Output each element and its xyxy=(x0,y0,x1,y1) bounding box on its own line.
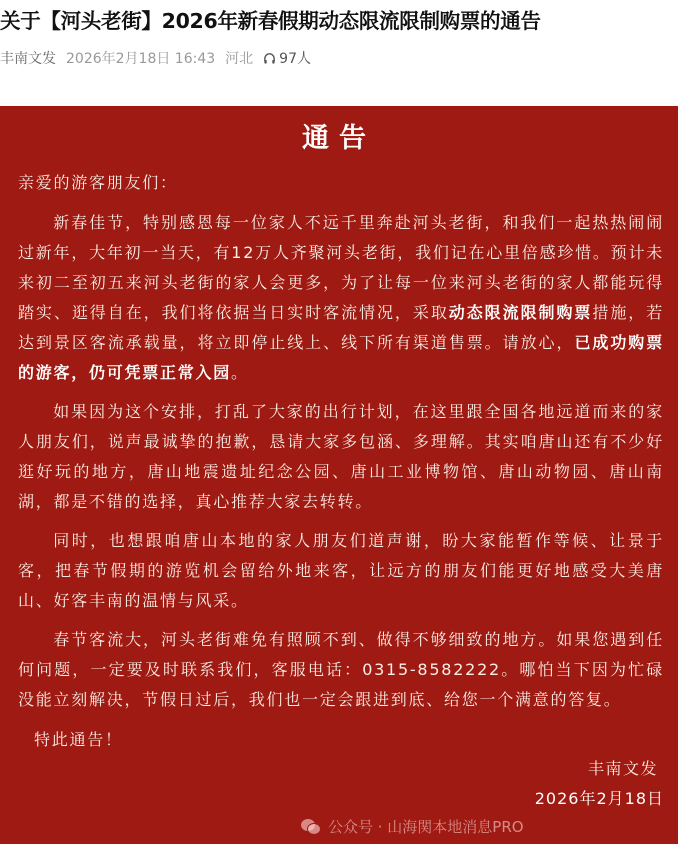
text: 新春佳节，特别感恩每一位家人不远千里奔赴河头老街，和我们一起热热闹闹过新年，大年初一当天，有12万人齐聚河头老街，我们记在心里倍感珍惜。预计未来初二至初五来河头老街的家人会更多，为了让每一位来河头老街的家人都能玩得踏实、逛得自在，我们将依据当日实时客流情况，采取 xyxy=(18,213,664,322)
paragraph-3: 同时，也想跟咱唐山本地的家人朋友们道声谢，盼大家能暂作等候、让景于客，把春节假期的游览机会留给外地来客，让远方的朋友们能更好地感受大美唐山、好客丰南的温情与风采。 xyxy=(18,531,664,610)
article-meta xyxy=(0,48,311,68)
watermark-text: 公众号 · 山海関本地消息PRO xyxy=(328,818,524,836)
location: 河北 xyxy=(225,51,254,67)
notice-body xyxy=(18,168,664,764)
wechat-icon xyxy=(300,817,322,837)
notice-heading: 通告 xyxy=(302,123,376,154)
headphones-icon xyxy=(263,52,276,65)
watermark xyxy=(300,816,524,837)
paragraph-2: 如果因为这个安排，打乱了大家的出行计划，在这里跟全国各地远道而来的家人朋友们，说声最诚挚的抱歉，恳请大家多包涵、多理解。其实咱唐山还有不少好逛好玩的地方，唐山地震遗址纪念公园、唐山工业博物馆、唐山动物园、唐山南湖，都是不错的选择，真心推荐大家去转转。 xyxy=(18,402,664,511)
closing: 特此通告！ xyxy=(34,730,123,749)
notice-image xyxy=(0,106,678,844)
publish-time: 2026年2月18日 16:43 xyxy=(66,51,216,67)
paragraph-4: 春节客流大，河头老街难免有照顾不到、做得不够细致的地方。如果您遇到任何问题，一定要及时联系我们，客服电话：0315-8582222。哪怕当下因为忙碌没能立刻解决，节假日过后，我们也一定会跟进到底、给您一个满意的答复。 xyxy=(18,630,664,709)
listen-button[interactable] xyxy=(263,48,311,68)
text: 。 xyxy=(231,363,249,382)
bold-text: 动态限流限制购票 xyxy=(448,303,593,322)
bold-text: 已成功购票的游客，仍可凭票正常入园 xyxy=(18,333,664,382)
text: 措施，若达到景区客流承载量，将立即停止线上、线下所有渠道售票。请放心， xyxy=(18,303,664,352)
notice-date: 2026年2月18日 xyxy=(534,789,664,808)
paragraph-1 xyxy=(18,208,664,388)
article-title: 关于【河头老街】2026年新春假期动态限流限制购票的通告 xyxy=(0,9,541,33)
author-link[interactable]: 丰南文发 xyxy=(0,51,56,67)
signature: 丰南文发 xyxy=(587,759,658,778)
greeting: 亲爱的游客朋友们： xyxy=(18,173,178,192)
listener-count: 97人 xyxy=(279,51,311,67)
